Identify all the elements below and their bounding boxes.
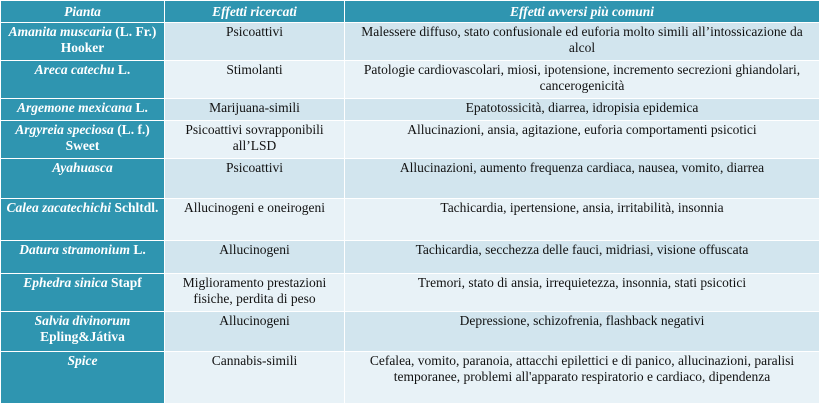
sought-effects-cell: Allucinogeni [165,312,345,352]
table-row [1,23,820,61]
plant-cell [1,199,165,241]
sought-effects-cell: Cannabis-simili [165,352,345,404]
plant-scientific-name: Areca catechu [34,62,115,77]
plant-cell [1,23,165,61]
sought-effects-cell: Allucinogeni e oneirogeni [165,199,345,241]
sought-effects-cell: Psicoattivi [165,23,345,61]
plant-scientific-name: Ayahuasca [52,160,113,175]
sought-effects-cell: Stimolanti [165,61,345,99]
table-row [1,312,820,352]
table-row [1,274,820,312]
header-sought-effects: Effetti ricercati [165,1,345,23]
header-row [1,1,820,23]
header-adverse-effects: Effetti avversi più comuni [345,1,820,23]
plant-authority: L. [114,62,131,77]
plant-cell [1,159,165,199]
plant-cell [1,99,165,121]
sought-effects-cell: Allucinogeni [165,241,345,274]
table-row [1,199,820,241]
adverse-effects-cell: Epatotossicità, diarrea, idropisia epidemica [345,99,820,121]
plant-scientific-name: Calea zacatechichi [6,200,112,215]
plant-cell [1,61,165,99]
sought-effects-cell: Miglioramento prestazioni fisiche, perdita di peso [165,274,345,312]
plant-scientific-name: Amanita muscaria [8,24,112,39]
table-row [1,99,820,121]
adverse-effects-cell: Depressione, schizofrenia, flashback negativi [345,312,820,352]
plant-authority: (L. f.) Sweet [65,122,150,153]
adverse-effects-cell: Malessere diffuso, stato confusionale ed euforia molto simili all’intossicazione da alcol [345,23,820,61]
table-row [1,241,820,274]
plant-cell [1,312,165,352]
plant-authority: (L. Fr.) Hooker [60,24,157,55]
table-row [1,61,820,99]
header-plant: Pianta [1,1,165,23]
adverse-effects-cell: Cefalea, vomito, paranoia, attacchi epilettici e di panico, allucinazioni, paralisi temporanee, problemi all'apparato respiratorio e cardiaco, dipendenza [345,352,820,404]
adverse-effects-cell: Tachicardia, ipertensione, ansia, irritabilità, insonnia [345,199,820,241]
plant-scientific-name: Argyreia speciosa [15,122,114,137]
plant-authority: L. [129,242,146,257]
adverse-effects-cell: Patologie cardiovascolari, miosi, ipotensione, incremento secrezioni ghiandolari, cancerogenicità [345,61,820,99]
plant-scientific-name: Ephedra sinica [23,275,108,290]
table-row [1,159,820,199]
table-row [1,121,820,159]
table-row [1,352,820,404]
sought-effects-cell: Psicoattivi [165,159,345,199]
adverse-effects-cell: Tremori, stato di ansia, irrequietezza, insonnia, stati psicotici [345,274,820,312]
plant-scientific-name: Datura stramonium [19,242,130,257]
plant-scientific-name: Argemone mexicana [17,100,133,115]
plant-authority: Stapf [107,275,142,290]
plant-cell [1,274,165,312]
plant-authority: L. [132,100,148,115]
plant-cell [1,121,165,159]
plant-authority: Schltdl. [111,200,159,215]
plant-authority: Epling&Játiva [40,329,125,344]
sought-effects-cell: Marijuana-simili [165,99,345,121]
adverse-effects-cell: Allucinazioni, ansia, agitazione, euforia comportamenti psicotici [345,121,820,159]
adverse-effects-cell: Tachicardia, secchezza delle fauci, midriasi, visione offuscata [345,241,820,274]
sought-effects-cell: Psicoattivi sovrapponibili all’LSD [165,121,345,159]
plant-scientific-name: Spice [67,353,98,368]
adverse-effects-cell: Allucinazioni, aumento frequenza cardiaca, nausea, vomito, diarrea [345,159,820,199]
plant-cell [1,352,165,404]
plant-cell [1,241,165,274]
plant-scientific-name: Salvia divinorum [34,313,131,328]
